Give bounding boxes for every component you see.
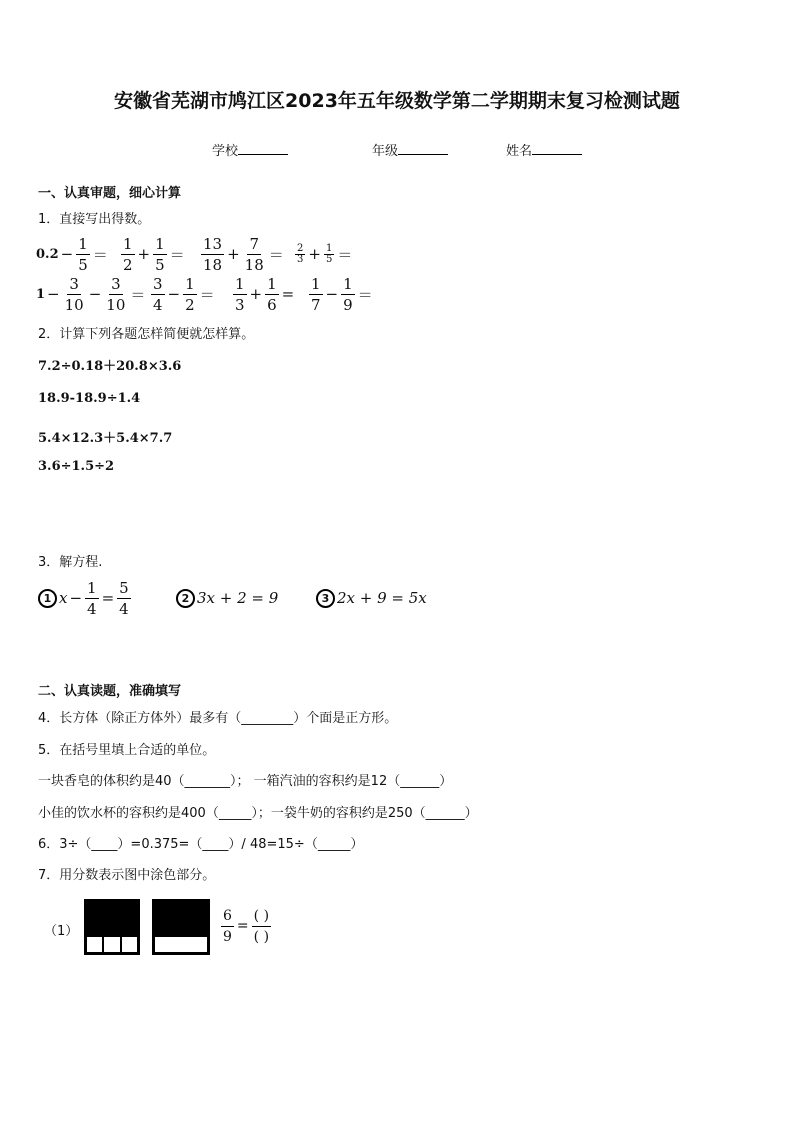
fraction <box>324 244 334 265</box>
answer-fraction[interactable] <box>252 906 271 947</box>
q7-part-label: （1） <box>44 924 79 939</box>
equals-sign: ＝ <box>92 245 108 264</box>
numerator: 1 <box>78 234 88 253</box>
q1-row-2-c <box>232 272 296 316</box>
minus-sign: − <box>325 285 339 303</box>
school-blank[interactable] <box>238 140 288 155</box>
grid-cell-shaded <box>121 901 138 918</box>
q3-equation-2 <box>176 576 278 620</box>
minus-sign: − <box>47 285 60 303</box>
fraction <box>76 234 90 275</box>
numerator: 1 <box>343 274 353 293</box>
fraction <box>117 578 131 619</box>
fraction <box>63 274 86 315</box>
plus-sign: + <box>249 285 263 303</box>
plus-sign: + <box>227 245 240 263</box>
fraction <box>104 274 127 315</box>
q2-item-3: 5.4×12.3＋5.4×7.7 <box>38 431 173 446</box>
equals-sign: ＝ <box>268 245 284 264</box>
denominator: 9 <box>343 295 353 314</box>
numerator: 1 <box>155 234 165 253</box>
school-field <box>212 140 288 159</box>
q1-row-2-b <box>150 272 217 316</box>
numerator: 13 <box>203 234 223 253</box>
denominator: 2 <box>185 295 195 314</box>
denominator: 5 <box>155 255 165 274</box>
denominator: 4 <box>153 295 163 314</box>
equation-text: 3x + 2 = 9 <box>197 589 279 607</box>
grid-cell-empty <box>86 936 103 953</box>
minus-sign: − <box>88 285 102 303</box>
minus-sign: − <box>167 285 181 303</box>
q1-r2a-int: 1 <box>36 286 46 302</box>
denominator: 7 <box>311 295 321 314</box>
question-2: 2．计算下列各题怎样简便就怎样算。 <box>38 327 255 342</box>
numerator: 1 <box>325 242 333 254</box>
question-7: 7．用分数表示图中涂色部分。 <box>38 868 216 883</box>
name-blank[interactable] <box>532 140 582 155</box>
name-field <box>506 140 582 159</box>
q2-item-4: 3.6÷1.5÷2 <box>38 459 115 474</box>
q3-equation-1 <box>38 576 132 620</box>
section-2-heading: 二、认真读题，准确填写 <box>38 684 182 699</box>
variable-x: x <box>59 589 68 607</box>
fraction <box>265 274 279 315</box>
plus-sign: + <box>137 245 151 263</box>
grade-label: 年级 <box>372 144 399 159</box>
q1-row-1-b <box>120 232 187 276</box>
grid-cell-shaded <box>103 901 120 918</box>
fraction <box>341 274 355 315</box>
section-1-heading: 一、认真审题，细心计算 <box>38 186 182 201</box>
equals-sign: ＝ <box>357 285 373 304</box>
q1-row-2 <box>36 272 147 316</box>
denominator: 18 <box>244 255 264 274</box>
fraction <box>233 274 247 315</box>
grid-band-empty <box>154 936 208 953</box>
fraction <box>183 274 197 315</box>
denominator: 6 <box>267 295 277 314</box>
numerator: 7 <box>249 234 259 253</box>
equals-sign: ＝ <box>337 245 353 264</box>
grid-band-shaded <box>154 901 208 918</box>
equals-sign: ＝ <box>130 285 146 304</box>
q1-row-2-d <box>308 272 375 316</box>
grid-cell-empty <box>103 936 120 953</box>
denominator: 3 <box>235 295 245 314</box>
equals-sign: = <box>236 918 249 934</box>
numerator: 1 <box>123 234 133 253</box>
grid-band-shaded <box>154 918 208 935</box>
grid-cell-shaded <box>86 901 103 918</box>
q2-item-2: 18.9-18.9÷1.4 <box>38 391 141 406</box>
q3-equation-3 <box>316 576 427 620</box>
denominator: 5 <box>325 253 333 265</box>
denominator: 5 <box>78 255 88 274</box>
q1-row-1 <box>36 232 110 276</box>
name-label: 姓名 <box>506 144 533 159</box>
question-5-line-1: 一块香皂的体积约是40（_______）； 一箱汽油的容积约是12（______） <box>38 774 453 789</box>
denominator: 18 <box>203 255 223 274</box>
grid-cell-shaded <box>86 918 103 935</box>
equals-sign: ＝ <box>199 285 215 304</box>
numerator: 3 <box>111 274 121 293</box>
denominator: 9 <box>223 928 232 945</box>
fraction <box>295 244 305 265</box>
numerator: 5 <box>119 578 129 597</box>
fraction <box>85 578 99 619</box>
q1-row-1-c <box>200 232 286 276</box>
fraction <box>121 234 135 275</box>
denominator: 3 <box>297 253 304 265</box>
question-6: 6．3÷（____）=0.375=（____）/ 48=15÷（_____） <box>38 837 364 852</box>
circled-number: 1 <box>38 589 57 608</box>
equals-sign: = <box>101 589 115 607</box>
fraction <box>201 234 224 275</box>
fraction <box>221 906 234 947</box>
numerator: 2 <box>297 242 304 254</box>
numerator: 1 <box>311 274 321 293</box>
page-title: 安徽省芜湖市鸠江区2023年五年级数学第二学期期末复习检测试题 <box>114 90 680 112</box>
minus-sign: − <box>69 589 83 607</box>
equals-sign: ＝ <box>169 245 185 264</box>
numerator: 1 <box>87 578 97 597</box>
denominator: 10 <box>106 295 126 314</box>
equation-text: 2x + 9 = 5x <box>337 589 427 607</box>
q2-item-1: 7.2÷0.18＋20.8×3.6 <box>38 359 182 374</box>
numerator: 3 <box>153 274 163 293</box>
denominator: 4 <box>119 599 129 618</box>
shaded-grid-figure-1 <box>84 899 140 955</box>
question-5-line-2: 小佳的饮水杯的容积约是400（_____）；一袋牛奶的容积约是250（______） <box>38 806 478 821</box>
fraction <box>309 274 323 315</box>
grade-field <box>372 140 448 159</box>
circled-number: 2 <box>176 589 195 608</box>
fraction <box>153 234 167 275</box>
grid-cell-shaded <box>121 918 138 935</box>
grid-cell-shaded <box>103 918 120 935</box>
denominator: 4 <box>87 599 97 618</box>
q1-r1a-int: 0.2 <box>36 246 59 262</box>
denominator: 10 <box>64 295 84 314</box>
fraction <box>243 234 266 275</box>
question-4: 4．长方体（除正方体外）最多有（________）个面是正方形。 <box>38 711 398 726</box>
equals-sign: = <box>281 285 295 303</box>
q7-fraction-equation <box>220 904 272 948</box>
answer-denominator-blank[interactable]: ( ) <box>253 928 270 945</box>
numerator: 1 <box>267 274 277 293</box>
numerator: 6 <box>221 906 234 927</box>
plus-sign: + <box>308 245 321 263</box>
minus-sign: − <box>60 245 74 263</box>
grid-cell-empty <box>121 936 138 953</box>
numerator: 3 <box>69 274 79 293</box>
question-3: 3．解方程. <box>38 555 103 570</box>
grade-blank[interactable] <box>398 140 448 155</box>
fraction <box>151 274 165 315</box>
q1-row-1-d <box>294 232 354 276</box>
answer-numerator-blank[interactable]: ( ) <box>252 906 271 927</box>
question-5: 5．在括号里填上合适的单位。 <box>38 743 216 758</box>
question-1: 1．直接写出得数。 <box>38 212 151 227</box>
numerator: 1 <box>185 274 195 293</box>
denominator: 2 <box>123 255 133 274</box>
school-label: 学校 <box>212 144 239 159</box>
numerator: 1 <box>235 274 245 293</box>
shaded-grid-figure-2 <box>152 899 210 955</box>
circled-number: 3 <box>316 589 335 608</box>
